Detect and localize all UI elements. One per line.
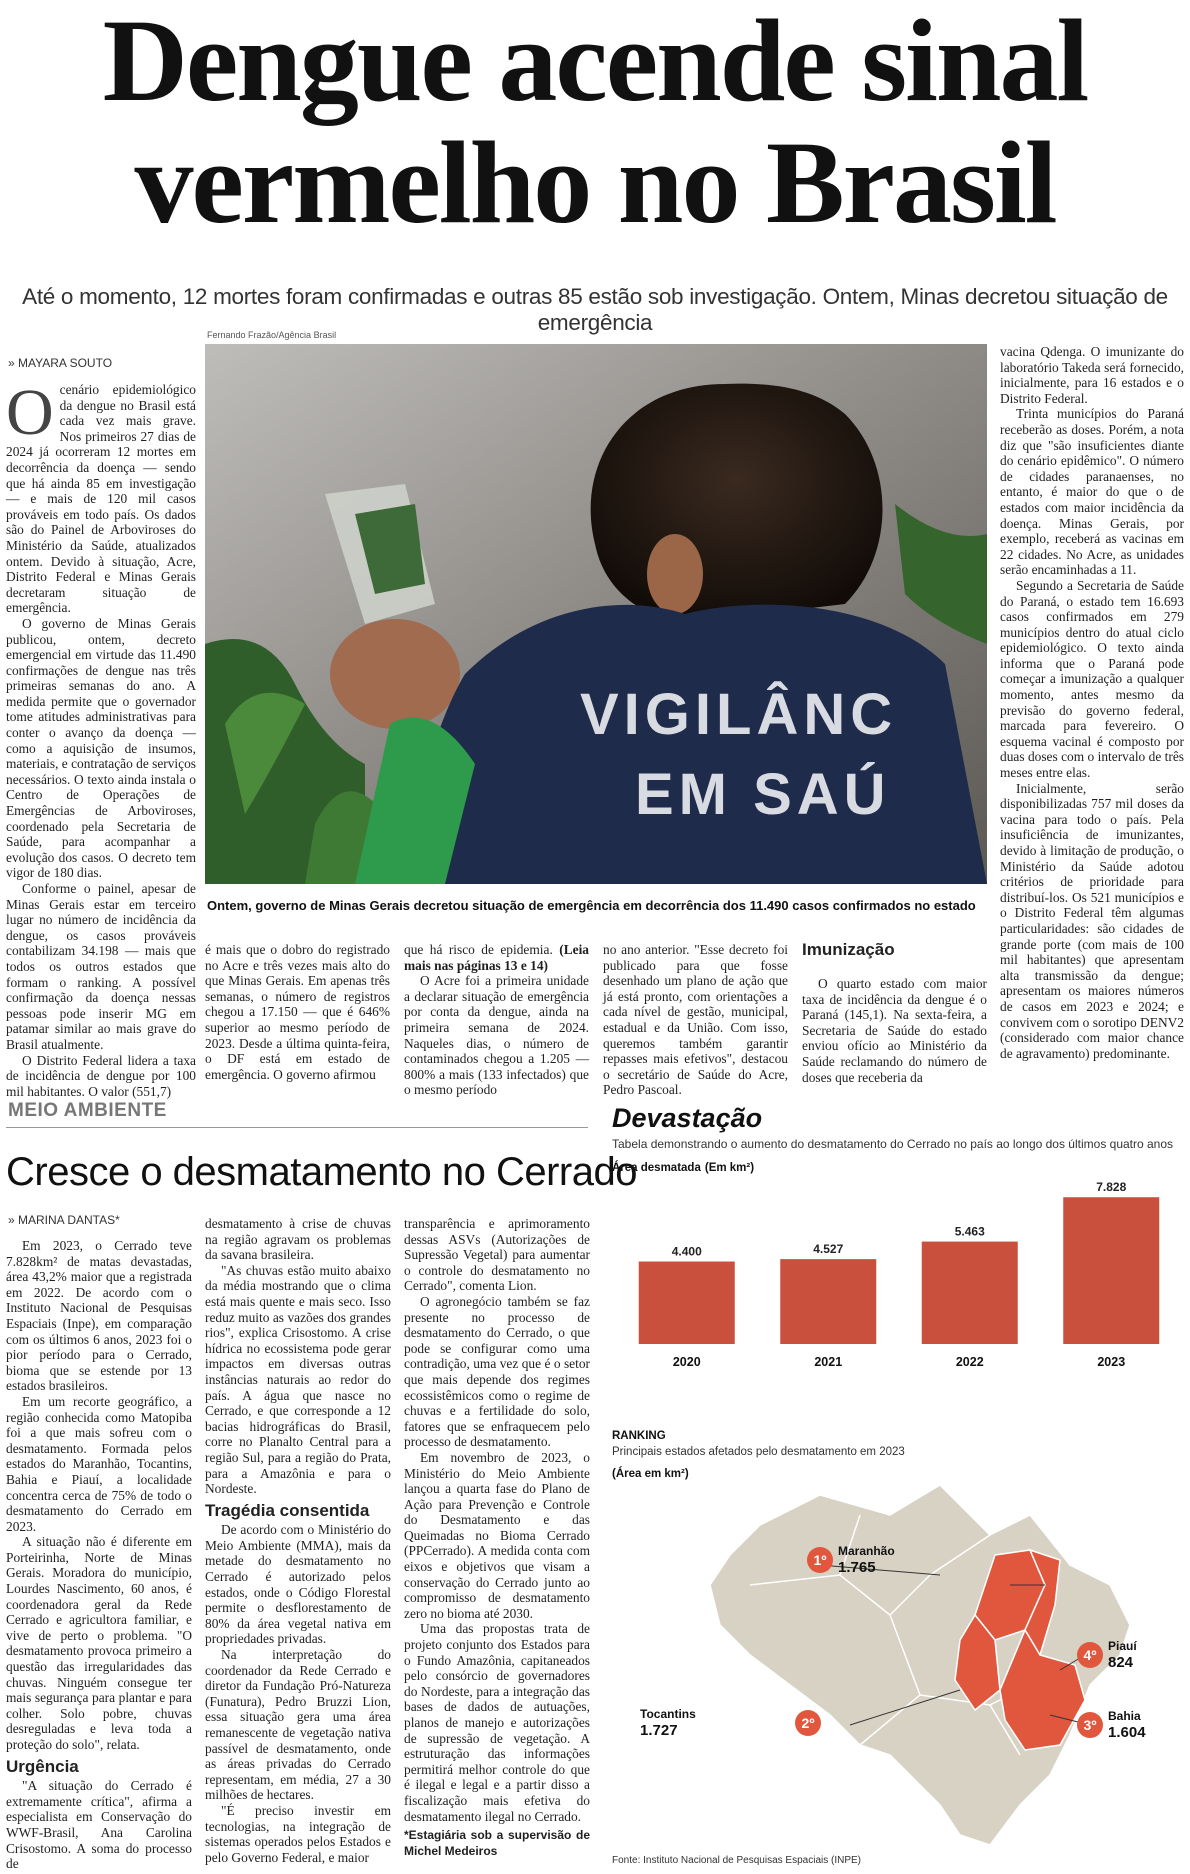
article2-column-3 bbox=[404, 1216, 590, 1868]
rank-2-number: 2º bbox=[801, 1715, 815, 1731]
paragraph: que há risco de epidemia. bbox=[404, 942, 553, 957]
paragraph: O agronegócio também se faz presente no processo de desmatamento do Cerrado, o que pode se configurar como uma contradição, uma vez que é o setor que mais depende dos regimes ecossistêmicos como o regime de chuvas e a fertilidade do solo, fatores que se enfraquecem pelo processo de desmatamento. bbox=[404, 1293, 590, 1450]
bar-value-label: 7.828 bbox=[1096, 1180, 1127, 1195]
article1-column-5 bbox=[802, 976, 987, 1094]
byline: » MAYARA SOUTO bbox=[8, 356, 113, 370]
paragraph: cenário epidemiológico da dengue no Brasil está cada vez mais grave. Nos primeiros 27 dias de 2024 já ocorreram 12 mortes em decorrência da doença — sendo que há ainda 85 em investigação — e mais de 120 mil casos prováveis em todo país. Os dados são do Painel de Arboviroses do Ministério da Saúde, atualizados ontem. Devido à situação, Acre, Distrito Federal e Minas Gerais decretaram situação de emergência. bbox=[6, 382, 196, 616]
ranking-subtitle: Principais estados afetados pelo desmatamento em 2023 bbox=[612, 1446, 905, 1458]
paragraph: Em novembro de 2023, o Ministério do Meio Ambiente lançou a quarta fase do Plano de Ação para Prevenção e Controle do Desmatamento e das Queimadas no Bioma Cerrado (PPCerrado). A medida conta com eixos e objetivos que visam a conservação do Cerrado junto ao compromisso de desmatamento zero no bioma até 2030. bbox=[404, 1449, 590, 1621]
infographic-title: Devastação bbox=[612, 1103, 763, 1133]
paragraph: Em 2023, o Cerrado teve 7.828km² de matas devastadas, área 43,2% maior que a registrada em 2022. De acordo com o Instituto Nacional de Pesquisas Espaciais (Inpe), em comparação com os últimos 6 anos, 2023 foi o pior período para o Cerrado, bioma que se estende por 13 estados brasileiros. bbox=[6, 1238, 192, 1394]
ranking-title: RANKING bbox=[612, 1430, 666, 1442]
area-unit: (Em km²) bbox=[704, 1162, 755, 1174]
bar-2021 bbox=[780, 1259, 876, 1344]
headline-line-1: Dengue acende sinal bbox=[102, 0, 1088, 126]
rank-1-number: 1º bbox=[813, 1552, 827, 1568]
bar-2020 bbox=[639, 1262, 735, 1345]
article2-column-2 bbox=[205, 1216, 391, 1868]
paragraph: Uma das propostas trata de projeto conjunto dos Estados para o Fundo Amazônia, capitaneados pelo consórcio de governadores do Nordeste, para a integração das bases de dados de autuações, planos de manejo e autorizações de supressão de vegetação. A estruturação das informações permitirá melhor controle do que é ilegal e legal e a partir disso a fiscalização mais efetiva do desmatamento ilegal no Cerrado. bbox=[404, 1621, 590, 1824]
paragraph: "É preciso investir em tecnologias, na integração de sistemas operados pelos Estados e pelo Governo Federal, e maior bbox=[205, 1802, 391, 1865]
year-label: 2022 bbox=[955, 1355, 984, 1369]
year-label: 2021 bbox=[814, 1355, 843, 1369]
section-rule bbox=[6, 1127, 588, 1128]
paragraph: Inicialmente, serão disponibilizadas 757 mil doses da vacina para todo o país. Pela insuficiência de imunizantes, devido à limitação de produção, o Ministério da Saúde adotou critérios de prioridade para distribuí-los. Os 521 municípios e o Distrito Federal têm algumas particularidades: são cidades de grande porte (com mais de 100 mil habitantes) que apresentam alta transmissão da dengue; apresentam os maiores números de casos em 2023 e 2024; e convivem com o sorotipo DENV2 (considerado com maior chance de agravamento) predominante. bbox=[1000, 780, 1184, 1061]
article1-column-4 bbox=[603, 942, 788, 1098]
article2-headline: Cresce o desmatamento no Cerrado bbox=[6, 1150, 637, 1194]
rank-4-number: 4º bbox=[1083, 1647, 1097, 1663]
paragraph: Na interpretação do coordenador da Rede Cerrado e diretor da Fundação Pró-Natureza (Funatura), Pedro Bruzzi Lion, essa situação gera uma área remanescente de vegetação nativa passível de desmatamento, onde as áreas privadas do Cerrado representam, em média, 27 a 30 milhões de hectares. bbox=[205, 1647, 391, 1803]
bar-value-label: 4.400 bbox=[671, 1244, 702, 1259]
area-label: Área desmatada bbox=[612, 1162, 701, 1174]
article1-column-2 bbox=[205, 942, 390, 1092]
year-label: 2020 bbox=[672, 1355, 701, 1369]
subhead-tragedia: Tragédia consentida bbox=[205, 1500, 370, 1520]
bar-2023 bbox=[1063, 1197, 1159, 1344]
bar-2022 bbox=[922, 1242, 1018, 1344]
paragraph: transparência e aprimoramento dessas ASVs (Autorizações de Supressão Vegetal) para aumentar o controle do desmatamento no Cerrado", comenta Lion. bbox=[404, 1216, 590, 1294]
paragraph: O governo de Minas Gerais publicou, ontem, decreto emergencial em virtude das 11.490 confirmações de dengue nas três primeiras semanas do ano. A medida permite que o governador tome atitudes administrativas para conter o avanço da doença — como a aquisição de insumos, materiais, e contratação de serviços necessários. O texto ainda instala o Centro de Operações de Emergências de Arboviroses, coordenado pela Secretaria de Saúde, para acompanhar a evolução dos casos. O decreto tem vigor de 180 dias. bbox=[6, 615, 196, 881]
bar-value-label: 5.463 bbox=[954, 1224, 985, 1239]
paragraph: no ano anterior. "Esse decreto foi publicado para que fosse desenhado um plano de ação que já está pronto, com orientações a cada nível de gestão, municipal, estadual e da União. Com isso, queremos também garantir repasses mais efetivos", destacou o secretário de Saúde do Acre, Pedro Pascoal. bbox=[603, 942, 788, 1098]
headline-line-2: vermelho no Brasil bbox=[134, 117, 1056, 248]
rank-2-state: Tocantins bbox=[640, 1707, 696, 1721]
subhead-urgencia: Urgência bbox=[6, 1756, 79, 1776]
bar-chart bbox=[612, 1172, 1178, 1372]
vest-text-2: EM SAÚ bbox=[635, 762, 891, 827]
page-reference: (Leia mais nas páginas 13 e 14) bbox=[404, 942, 589, 973]
year-label: 2023 bbox=[1097, 1355, 1126, 1369]
rank-4-state: Piauí bbox=[1108, 1639, 1137, 1653]
paragraph: "As chuvas estão muito abaixo da média mostrando que o clima está mais quente e mais seco. Isso reduz muito as vazões dos grandes rios", explica Crisostomo. A crise hídrica no ecossistema pode gerar impactos em diversas outras instâncias naturais ao redor do país. A água que nasce no Cerrado, e que corresponde a 12 bacias hidrográficas do Brasil, corre no Planalto Central para a região Sul, para a região do Prata, para a Amazônia e para o Nordeste. bbox=[205, 1262, 391, 1497]
paragraph: A situação não é diferente em Porteirinha, Norte de Minas Gerais. Moradora do município, Lourdes Nascimento, 60 anos, é coordenadora geral da Rede Cerrado e agricultora familiar, e vive de perto o problema. "O desmatamento provoca primeiro a questão das irregularidades das chuvas. Ninguém consegue ter mais segurança para plantar e para colher. Solo pobre, chuvas desreguladas e leva toda a proteção do solo", relata. bbox=[6, 1534, 192, 1752]
paragraph: Trinta municípios do Paraná receberão as doses. Porém, a nota diz que "são insuficientes diante do cenário epidêmico". O número de cidades paranaenses, no entanto, é maior do que o de estados com maior incidência da doença. Minas Gerais, por exemplo, receberá as vacinas em 22 cidades. No Acre, as unidades serão encaminhadas a 11. bbox=[1000, 406, 1184, 578]
section-tag: MEIO AMBIENTE bbox=[8, 1100, 167, 1121]
rank-1-state: Maranhão bbox=[838, 1544, 895, 1558]
ranking-unit: (Área em km²) bbox=[612, 1468, 689, 1480]
footnote: *Estagiária sob a supervisão de Michel Medeiros bbox=[404, 1828, 590, 1858]
infographic-subtitle: Tabela demonstrando o aumento do desmatamento do Cerrado no país ao longo dos últimos quatro anos bbox=[612, 1137, 1174, 1151]
deck: Até o momento, 12 mortes foram confirmadas e outras 85 estão sob investigação. Ontem, Minas decretou situação de emergência bbox=[22, 284, 1168, 335]
photo-caption: Ontem, governo de Minas Gerais decretou situação de emergência em decorrência dos 11.490 casos confirmados no estado bbox=[207, 898, 976, 913]
rank-3-number: 3º bbox=[1083, 1717, 1097, 1733]
rank-2-value: 1.727 bbox=[640, 1722, 678, 1739]
paragraph: é mais que o dobro do registrado no Acre e três vezes mais alto do que Minas Gerais. Em apenas três semanas, o número de registros chegou a 17.150 — que é 646% superior ao mesmo período de 2023. Desde a última quinta-feira, o DF está em estado de emergência. O governo afirmou bbox=[205, 942, 390, 1082]
rank-3-state: Bahia bbox=[1108, 1709, 1141, 1723]
bar-value-label: 4.527 bbox=[813, 1242, 844, 1257]
paragraph: O Acre foi a primeira unidade a declarar situação de emergência por conta da dengue, ainda na primeira semana de 2024. Naqueles dias, o número de contaminados chegou a 1.205 — 800% a mais (133 infectados) que o mesmo período bbox=[404, 973, 589, 1098]
rank-1-value: 1.765 bbox=[838, 1559, 876, 1576]
rank-4-value: 824 bbox=[1108, 1654, 1134, 1671]
article1-column-1 bbox=[6, 376, 196, 1099]
article2-byline: » MARINA DANTAS* bbox=[8, 1213, 120, 1227]
paragraph: O quarto estado com maior taxa de incidência da dengue é o Paraná (145,1). Na sexta-feira, a Secretaria de Saúde do estado enviou ofício ao Ministério da Saúde reclamando do número de doses que receberia da bbox=[802, 976, 987, 1085]
paragraph: De acordo com o Ministério do Meio Ambiente (MMA), mais da metade do desmatamento no Cerrado é autorizado pelos estados, onde o Código Florestal permite o desflorestamento de 80% da área vegetal nativa em propriedades privadas. bbox=[205, 1522, 391, 1647]
article-photo bbox=[205, 344, 987, 884]
paragraph: O Distrito Federal lidera a taxa de incidência de dengue por 100 mil habitantes. O valor (551,7) bbox=[6, 1052, 196, 1099]
photo-credit: Fernando Frazão/Agência Brasil bbox=[207, 330, 337, 340]
photo-illustration bbox=[205, 344, 987, 884]
vest-text-1: VIGILÂNC bbox=[580, 682, 898, 747]
paragraph: Conforme o painel, apesar de Minas Gerais estar em terceiro lugar no número de incidência da dengue, os casos prováveis contabilizam 34.198 — mais que todos os outros estados que formam o ranking. A possível confirmação da doença nessas pessoas pode inserir MG em patamar similar ao mais grave do Brasil atualmente. bbox=[6, 881, 196, 1052]
main-headline bbox=[20, 0, 1170, 248]
paragraph: Segundo a Secretaria de Saúde do Paraná, o estado tem 16.693 casos confirmados em 279 municípios dentro do atual ciclo epidemiológico. O texto ainda informa que o Paraná pode começar a imunização a qualquer momento, antes mesmo da previsão do governo federal, marcada para fevereiro. O esquema vacinal é composto por duas doses com o intervalo de três meses entre elas. bbox=[1000, 577, 1184, 781]
paragraph: Em um recorte geográfico, a região conhecida como Matopiba foi a que mais sofreu com o desmatamento. Formada pelos estados do Maranhão, Tocantins, Bahia e Piauí, a localidade concentra cerca de 75% de todo o desmatamento do Cerrado em 2023. bbox=[6, 1393, 192, 1534]
article2-column-1 bbox=[6, 1238, 192, 1872]
paragraph: vacina Qdenga. O imunizante do laboratório Takeda será fornecido, inicialmente, para 16 estados e o Distrito Federal. bbox=[1000, 344, 1184, 406]
infographic-source: Fonte: Instituto Nacional de Pesquisas Espaciais (INPE) bbox=[612, 1855, 862, 1866]
paragraph: "A situação do Cerrado é extremamente crítica", afirma a especialista em Conservação do WWF-Brasil, Ana Carolina Crisostomo. A soma do processo de bbox=[6, 1778, 192, 1872]
subhead-imunizacao: Imunização bbox=[802, 940, 895, 959]
article1-column-6 bbox=[1000, 344, 1184, 1088]
rank-3-value: 1.604 bbox=[1108, 1724, 1146, 1741]
article1-column-3 bbox=[404, 942, 589, 1098]
dropcap: O bbox=[6, 376, 54, 449]
paragraph: desmatamento à crise de chuvas na região agravam os problemas da savana brasileira. bbox=[205, 1216, 391, 1263]
